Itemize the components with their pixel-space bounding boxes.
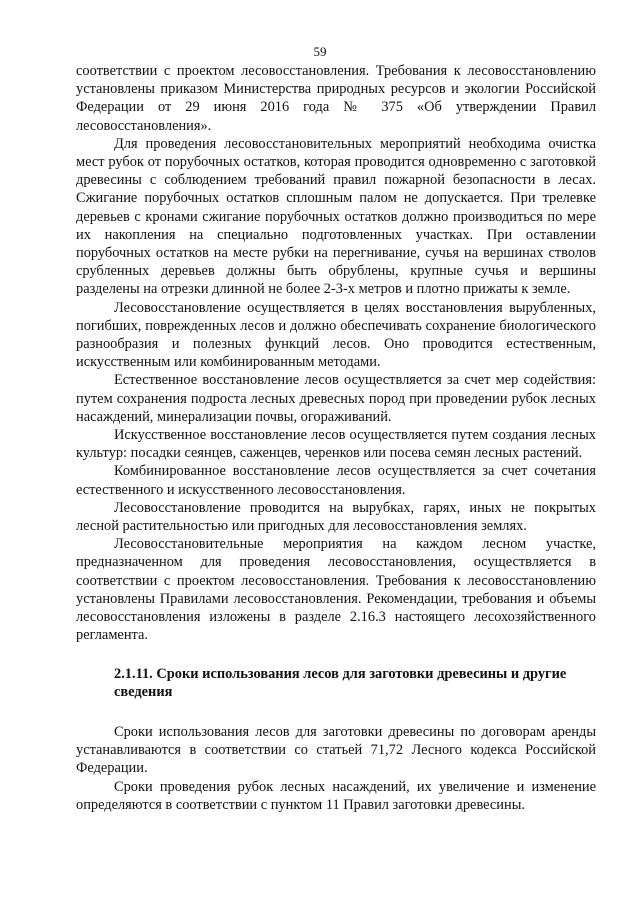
paragraph: соответствии с проектом лесовосстановления. Требования к лесовосстановлению установлены приказом Министерства природных ресурсов и экологии Российской Федерации от 29 июня 2016 года № 375 «Об утверждении Правил лесовосстановления». <box>76 63 596 134</box>
section-heading: 2.1.11. Сроки использования лесов для заготовки древесины и другие сведения <box>114 665 567 700</box>
paragraph: Лесовосстановление проводится на вырубках, гарях, иных не покрытых лесной растительностью или пригодных для лесовосстановления землях. <box>76 499 596 535</box>
paragraph: Лесовосстановительные мероприятия на каждом лесном участке, предназначенном для проведения лесовосстановления, осуществляется в соответствии с проектом лесовосстановления. Требования к лесовосстановлению установлены Правилами лесовосстановления. Рекомендации, требования и объемы лесовосстановления изложены в разделе 2.16.3 настоящего лесохозяйственного регламента. <box>76 536 596 644</box>
paragraph: Сроки использования лесов для заготовки древесины по договорам аренды устанавливаются в соответствии со статьей 71,72 Лесного кодекса Российской Федерации. <box>76 723 596 777</box>
paragraph: Для проведения лесовосстановительных мероприятий необходима очистка мест рубок от порубочных остатков, которая проводится одновременно с заготовкой древесины с соблюдением требований правил пожарной безопасности в лесах. Сжигание порубочных остатков сплошным палом не допускается. При трелевке деревьев с кронами сжигание порубочных остатков должно производиться по мере их накопления на специально подготовленных участках. При оставлении порубочных остатков на месте рубки на перегнивание, сучья на вершинах стволов срубленных деревьев должны быть обрублены, крупные сучья и вершины разделены на отрезки длинной не более 2-3-х метров и плотно прижаты к земле. <box>76 135 596 298</box>
paragraph: Комбинированное восстановление лесов осуществляется за счет сочетания естественного и искусственного лесовосстановления. <box>76 463 596 498</box>
document-body <box>76 62 596 814</box>
paragraph: Искусственное восстановление лесов осуществляется путем создания лесных культур: посадки сеянцев, саженцев, черенков или посева семян лесных растений. <box>76 427 596 462</box>
paragraph: Сроки проведения рубок лесных насаждений, их увеличение и изменение определяются в соответствии с пунктом 11 Правил заготовки древесины. <box>76 778 596 813</box>
paragraph: Естественное восстановление лесов осуществляется за счет мер содействия: путем сохранения подроста лесных древесных пород при проведении рубок лесных насаждений, минерализации почвы, огораживаний. <box>76 372 596 425</box>
paragraph: Лесовосстановление осуществляется в целях восстановления вырубленных, погибших, поврежденных лесов и должно обеспечивать сохранение биологического разнообразия и полезных функций лесов. Оно проводится естественным, искусственным или комбинированным методами. <box>76 299 596 371</box>
page-number: 59 <box>313 44 327 59</box>
